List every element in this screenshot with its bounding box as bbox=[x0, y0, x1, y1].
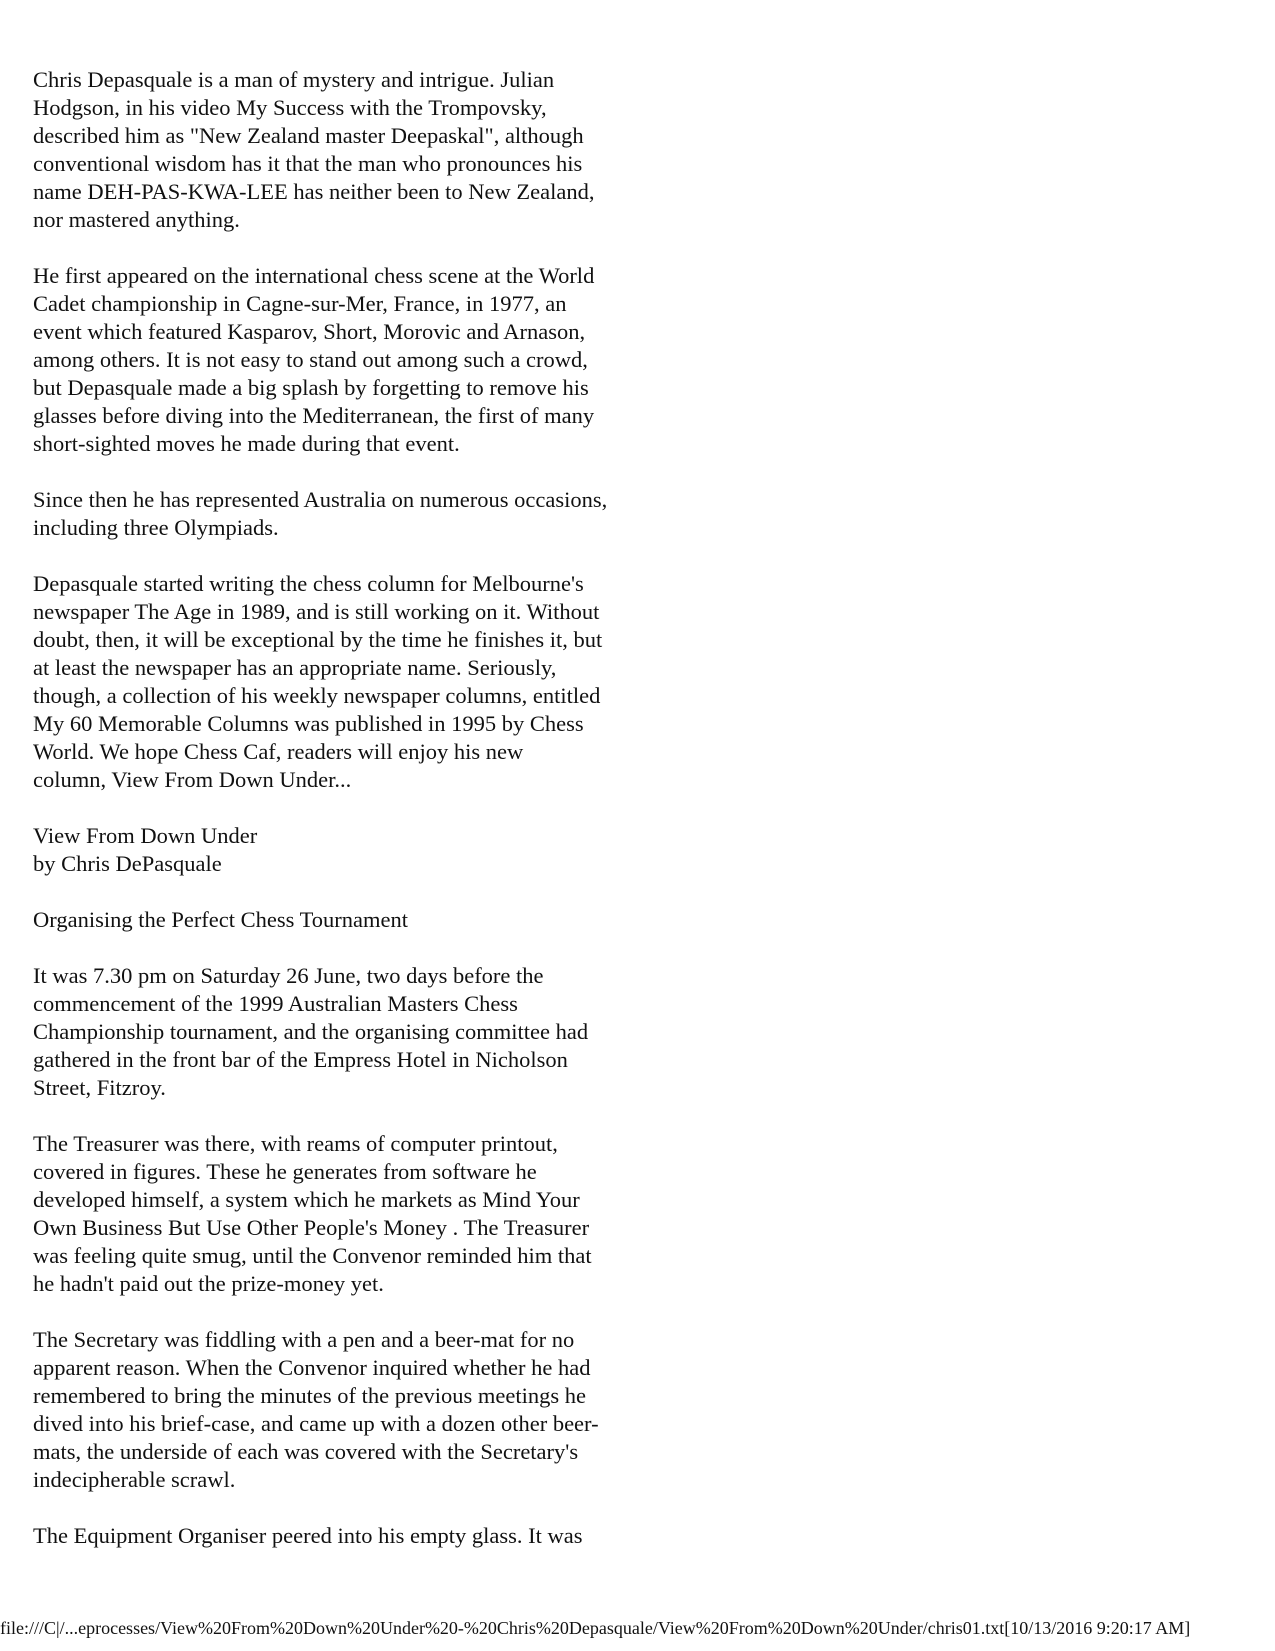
text-line: Chris Depasquale is a man of mystery and intrigue. Julian bbox=[33, 67, 555, 92]
text-line: He first appeared on the international chess scene at the World bbox=[33, 263, 595, 288]
text-line: Hodgson, in his video My Success with the Trompovsky, bbox=[33, 95, 547, 120]
text-line: doubt, then, it will be exceptional by the time he finishes it, but bbox=[33, 627, 603, 652]
text-line: Cadet championship in Cagne-sur-Mer, France, in 1977, an bbox=[33, 291, 567, 316]
page-footer-url: file:///C|/...eprocesses/View%20From%20Down%20Under%20-%20Chris%20Depasquale/View%20From%20Down%20Under/chris01.txt[10/13/2016 9:20:17 AM] bbox=[0, 1618, 1191, 1638]
text-line: It was 7.30 pm on Saturday 26 June, two days before the bbox=[33, 963, 544, 988]
text-line: including three Olympiads. bbox=[33, 515, 279, 540]
text-line: described him as "New Zealand master Deepaskal", although bbox=[33, 123, 584, 148]
text-line: commencement of the 1999 Australian Masters Chess bbox=[33, 991, 518, 1016]
text-line: World. We hope Chess Caf, readers will enjoy his new bbox=[33, 739, 524, 764]
text-line: column, View From Down Under... bbox=[33, 767, 352, 792]
paragraph-intro-1 bbox=[33, 66, 693, 234]
text-line: Own Business But Use Other People's Money . The Treasurer bbox=[33, 1215, 590, 1240]
text-line: newspaper The Age in 1989, and is still working on it. Without bbox=[33, 599, 600, 624]
text-line: event which featured Kasparov, Short, Morovic and Arnason, bbox=[33, 319, 586, 344]
paragraph-article-4 bbox=[33, 1522, 693, 1550]
text-line: mats, the underside of each was covered with the Secretary's bbox=[33, 1439, 579, 1464]
paragraph-intro-4 bbox=[33, 570, 693, 794]
text-line: indecipherable scrawl. bbox=[33, 1467, 236, 1492]
text-line: short-sighted moves he made during that event. bbox=[33, 431, 460, 456]
text-line: though, a collection of his weekly newspaper columns, entitled bbox=[33, 683, 601, 708]
byline: by Chris DePasquale bbox=[33, 851, 222, 876]
text-line: The Treasurer was there, with reams of computer printout, bbox=[33, 1131, 558, 1156]
text-line: Depasquale started writing the chess column for Melbourne's bbox=[33, 571, 584, 596]
text-line: The Equipment Organiser peered into his empty glass. It was bbox=[33, 1523, 583, 1548]
paragraph-article-2 bbox=[33, 1130, 693, 1298]
text-line: dived into his brief-case, and came up with a dozen other beer- bbox=[33, 1411, 599, 1436]
text-line: apparent reason. When the Convenor inquired whether he had bbox=[33, 1355, 591, 1380]
text-line: among others. It is not easy to stand out among such a crowd, bbox=[33, 347, 588, 372]
text-line: was feeling quite smug, until the Convenor reminded him that bbox=[33, 1243, 592, 1268]
article-heading: Organising the Perfect Chess Tournament bbox=[33, 907, 409, 932]
paragraph-intro-3 bbox=[33, 486, 693, 542]
text-line: My 60 Memorable Columns was published in 1995 by Chess bbox=[33, 711, 584, 736]
paragraph-article-1 bbox=[33, 962, 693, 1102]
article-title bbox=[33, 906, 693, 934]
text-line: at least the newspaper has an appropriate name. Seriously, bbox=[33, 655, 557, 680]
text-line: name DEH-PAS-KWA-LEE has neither been to New Zealand, bbox=[33, 179, 595, 204]
text-line: remembered to bring the minutes of the previous meetings he bbox=[33, 1383, 586, 1408]
text-line: nor mastered anything. bbox=[33, 207, 240, 232]
text-line: conventional wisdom has it that the man who pronounces his bbox=[33, 151, 583, 176]
document-body bbox=[33, 66, 693, 1578]
text-line: The Secretary was fiddling with a pen and a beer-mat for no bbox=[33, 1327, 575, 1352]
text-line: glasses before diving into the Mediterranean, the first of many bbox=[33, 403, 595, 428]
text-line: Championship tournament, and the organising committee had bbox=[33, 1019, 589, 1044]
text-line: developed himself, a system which he markets as Mind Your bbox=[33, 1187, 580, 1212]
text-line: covered in figures. These he generates from software he bbox=[33, 1159, 537, 1184]
text-line: he hadn't paid out the prize-money yet. bbox=[33, 1271, 384, 1296]
text-line: gathered in the front bar of the Empress Hotel in Nicholson bbox=[33, 1047, 568, 1072]
text-line: Street, Fitzroy. bbox=[33, 1075, 166, 1100]
column-title-byline bbox=[33, 822, 693, 878]
text-line: Since then he has represented Australia on numerous occasions, bbox=[33, 487, 608, 512]
text-line: but Depasquale made a big splash by forgetting to remove his bbox=[33, 375, 589, 400]
column-title: View From Down Under bbox=[33, 823, 258, 848]
paragraph-intro-2 bbox=[33, 262, 693, 458]
paragraph-article-3 bbox=[33, 1326, 693, 1494]
